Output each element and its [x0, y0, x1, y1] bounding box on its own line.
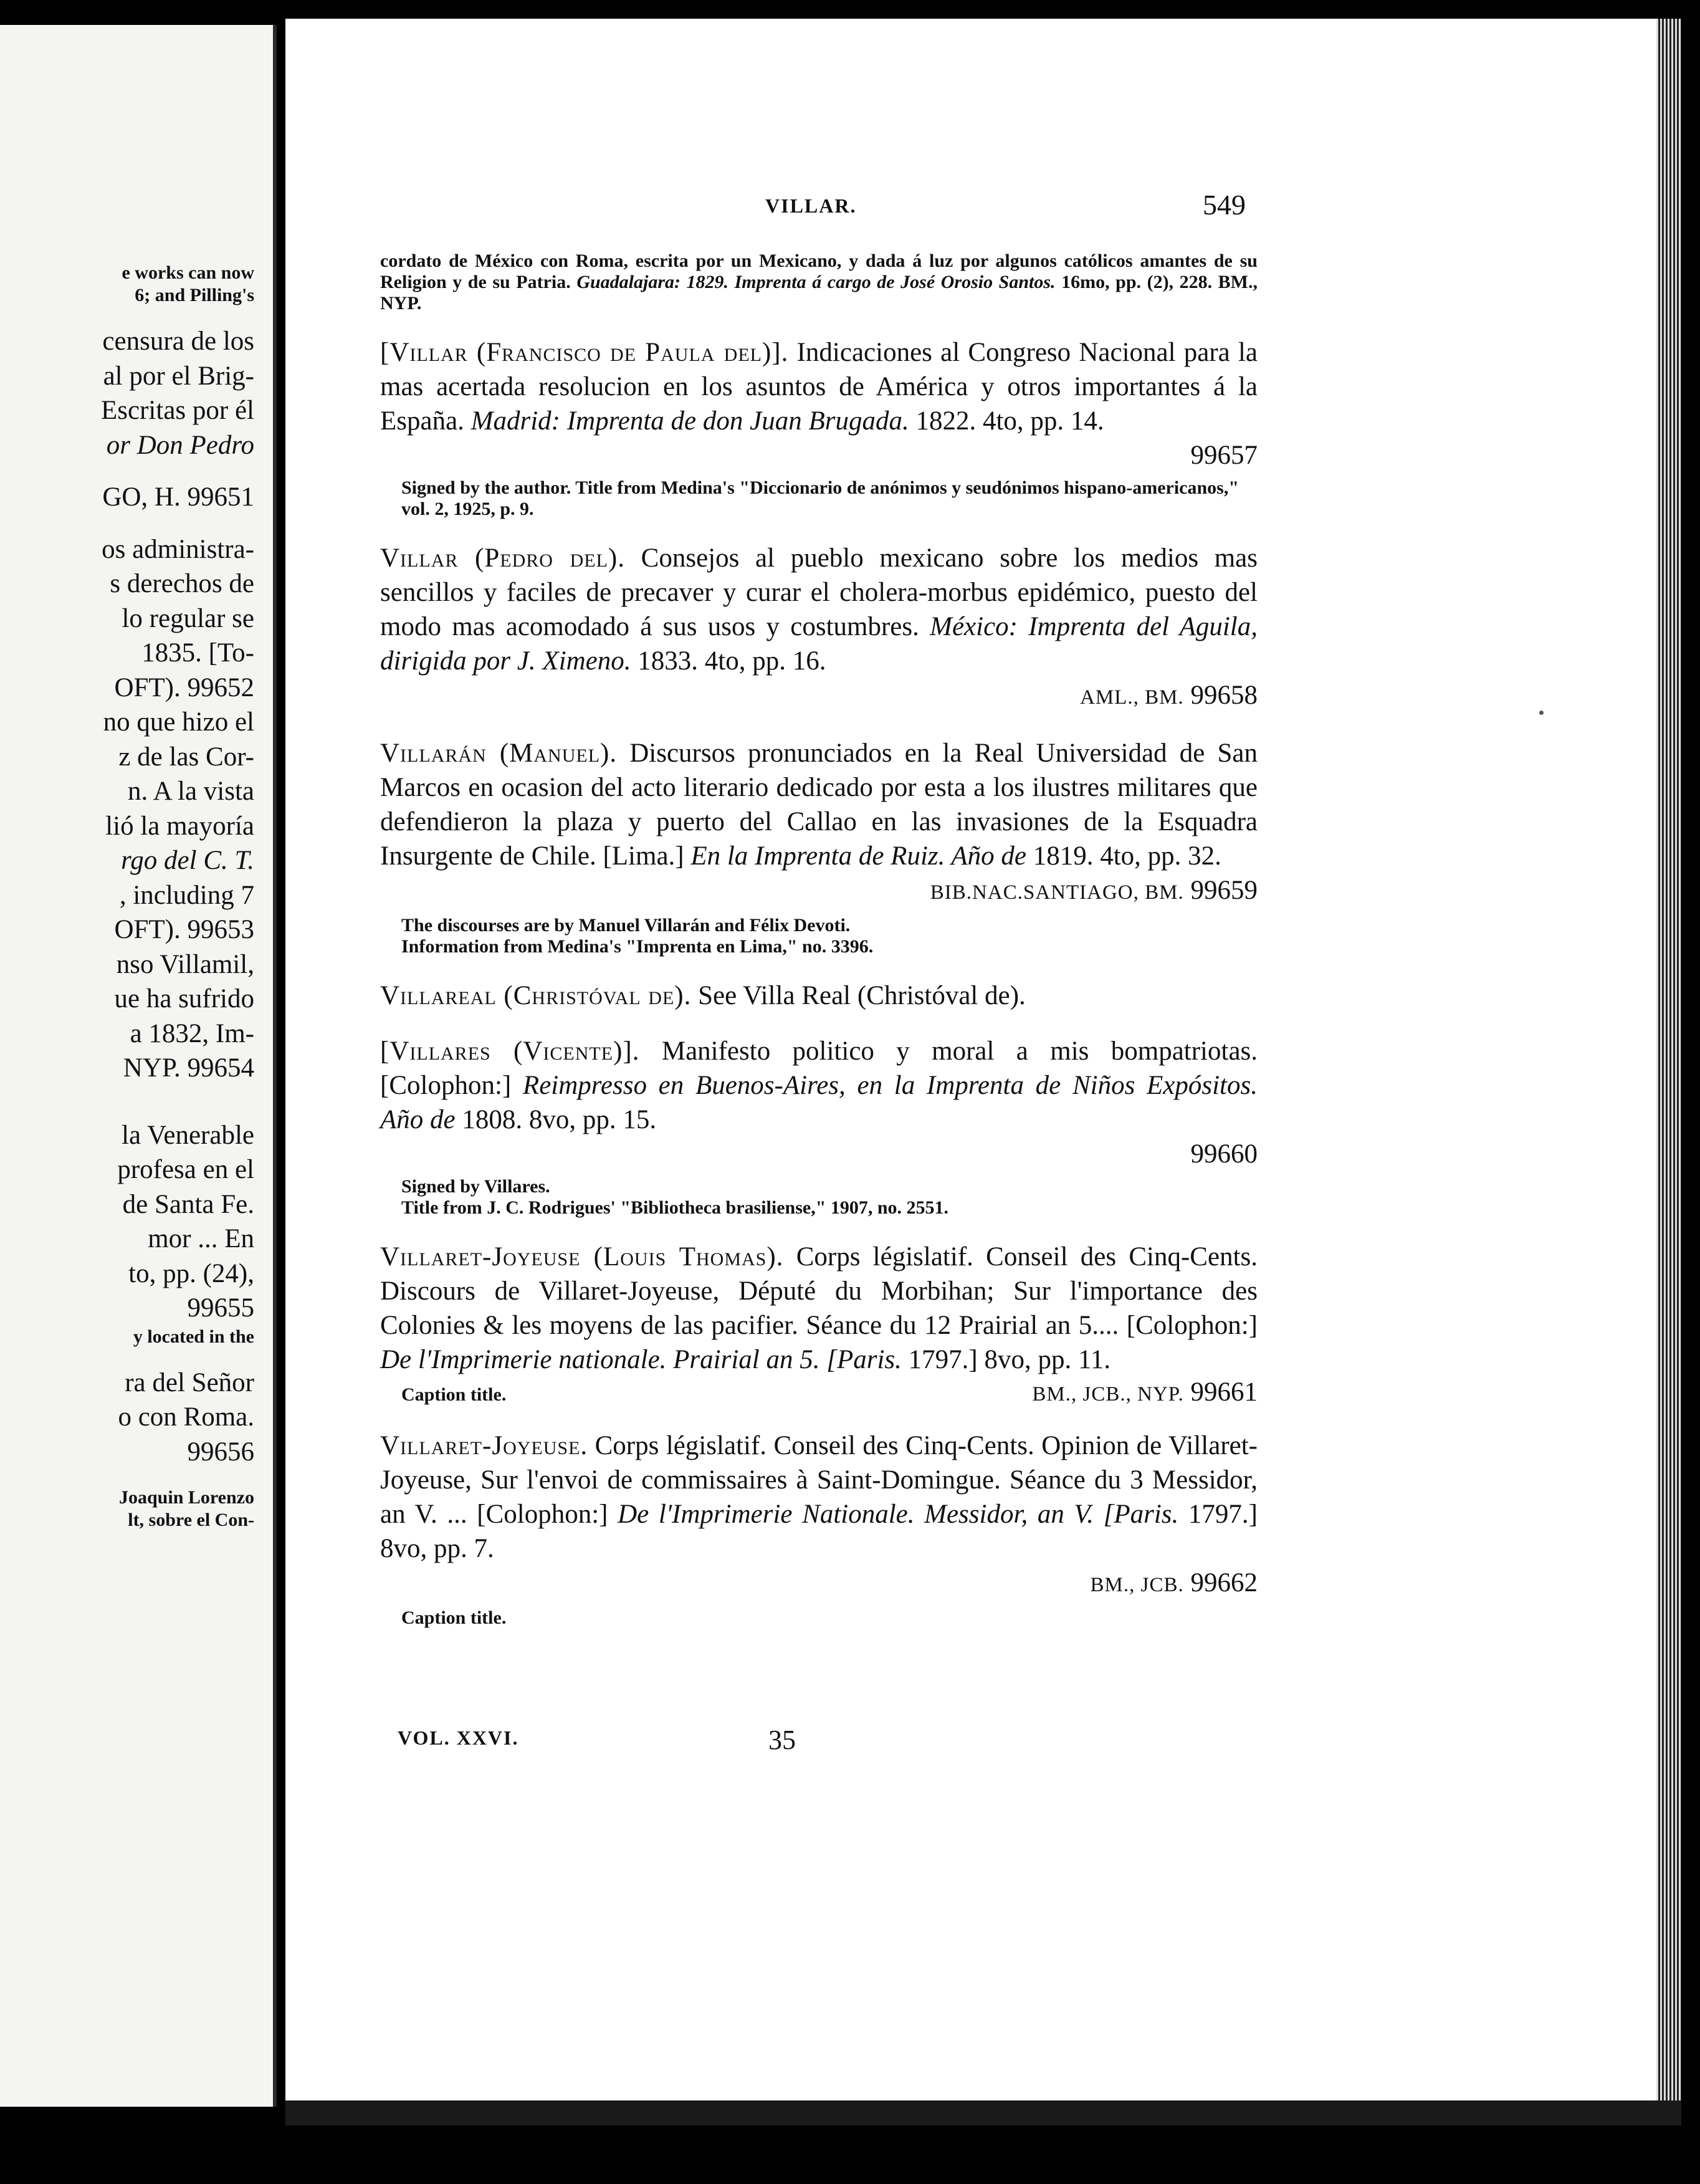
entry-imprint: Madrid: Imprenta de don Juan Brugada.	[470, 406, 909, 436]
facing-line: Escritas por él	[101, 396, 254, 425]
facing-line: s derechos de	[110, 569, 254, 598]
entry-collation: 1797.] 8vo, pp. 11.	[908, 1345, 1111, 1374]
entry-location: AML., BM.	[1080, 686, 1184, 709]
facing-line: a 1832, Im-	[130, 1018, 254, 1048]
facing-line: censura de los	[102, 327, 254, 356]
facing-line: ra del Señor	[125, 1367, 254, 1397]
entry-heading: [Villares (Vicente)].	[380, 1037, 640, 1066]
entry-location: BM., JCB., NYP.	[1032, 1383, 1184, 1406]
facing-line: 1835. [To-	[141, 638, 254, 668]
bibliography-entry	[380, 979, 1258, 1013]
facing-line: mor ... En	[148, 1224, 254, 1253]
entry-title: Consejos al pueblo mexicano sobre los medios mas sencillos y faciles de precaver y curar el cholera-morbus epidémico, puesto del modo mas acomodado á sus usos y costumbres.	[380, 544, 1258, 641]
entry-collation: 1808. 8vo, pp. 15.	[462, 1105, 657, 1134]
entry-note: Signed by Villares.	[401, 1176, 550, 1197]
entry-note: Signed by the author. Title from Medina's "Diccionario de anónimos y seudónimos hispano-americanos," vol. 2, 1925, p. 9.	[401, 477, 1239, 519]
entry-imprint: De l'Imprimerie nationale. Prairial an 5. [Paris.	[380, 1345, 902, 1374]
entry-heading: Villaret-Joyeuse.	[380, 1431, 588, 1460]
running-title: VILLAR.	[765, 194, 857, 217]
entry-heading: Villareal (Christóval de).	[380, 981, 692, 1010]
facing-page-text	[0, 262, 254, 1531]
facing-ref: GO, H. 99651	[102, 482, 254, 512]
entry-collation: 1797.] 8vo, pp. 7.	[380, 1500, 1258, 1563]
facing-note: y located in the	[133, 1326, 254, 1347]
facing-line: NYP. 99654	[123, 1053, 254, 1083]
page-number: 549	[1203, 189, 1246, 221]
entry-number: 99658	[1190, 681, 1258, 710]
entry-title: Corps législatif. Conseil des Cinq-Cents. Opinion de Villaret-Joyeuse, Sur l'envoi de commissaires à Saint-Domingue. Séance du 3 Messidor, an V. ... [Colophon:]	[380, 1431, 1258, 1529]
bibliography-entry	[380, 335, 1258, 472]
continuation-collation: 16mo, pp. (2), 228. BM., NYP.	[380, 272, 1258, 314]
facing-line: or Don Pedro	[106, 430, 254, 460]
facing-line: la Venerable	[122, 1120, 254, 1150]
entry-title: Corps législatif. Conseil des Cinq-Cents. Discours de Villaret-Joyeuse, Député du Morbihan; Sur l'importance des Colonies & les moyens de las pacifier. Séance du 12 Prairial an 5.... [Colophon:]	[380, 1242, 1258, 1340]
facing-note: Joaquin Lorenzo	[119, 1487, 254, 1508]
facing-line: os administra-	[102, 534, 254, 564]
facing-line: ue ha sufrido	[114, 984, 254, 1013]
entry-title: Discursos pronunciados en la Real Universidad de San Marcos en ocasion del acto literario dedicado por esta a los ilustres militares que defendieron la plaza y puerto del Callao en las invasiones de la Esquadra Insurgente de Chile. [Lima.]	[380, 739, 1258, 871]
facing-line: OFT). 99653	[114, 915, 254, 944]
facing-line: nso Villamil,	[116, 949, 254, 979]
continuation-entry	[380, 251, 1258, 314]
entry-collation: 1822. 4to, pp. 14.	[915, 406, 1104, 436]
entry-imprint: Reimpresso en Buenos-Aires, en la Imprenta de Niños Expósitos. Año de	[380, 1071, 1258, 1134]
bibliography-entry	[380, 1034, 1258, 1171]
entry-number: 99659	[1190, 876, 1258, 905]
facing-line: to, pp. (24),	[128, 1258, 254, 1288]
entry-imprint: De l'Imprimerie Nationale. Messidor, an V. [Paris.	[618, 1500, 1179, 1529]
entry-number: 99661	[1190, 1377, 1258, 1407]
entry-heading: [Villar (Francisco de Paula del)].	[380, 338, 789, 367]
volume-label: VOL. XXVI.	[398, 1727, 519, 1749]
facing-note: lt, sobre el Con-	[128, 1510, 254, 1530]
entry-imprint: En la Imprenta de Ruiz. Año de	[690, 841, 1026, 871]
entry-collation: 1833. 4to, pp. 16.	[638, 646, 826, 676]
entry-caption: Caption title.	[401, 1384, 507, 1405]
facing-line: rgo del C. T.	[121, 846, 254, 875]
entry-number: 99662	[1190, 1568, 1258, 1597]
page-shadow	[285, 2100, 1681, 2125]
facing-line: al por el Brig-	[103, 361, 254, 391]
entry-location: BIB.NAC.SANTIAGO, BM.	[930, 881, 1184, 904]
entry-note: Information from Medina's "Imprenta en Lima," no. 3396.	[401, 936, 874, 957]
facing-line: e works can now	[122, 262, 254, 283]
entry-note: Title from J. C. Rodrigues' "Bibliotheca brasiliense," 1907, no. 2551.	[401, 1197, 949, 1218]
entry-heading: Villaret-Joyeuse (Louis Thomas).	[380, 1242, 784, 1272]
entry-title: See Villa Real (Christóval de).	[698, 981, 1026, 1010]
entry-caption: Caption title.	[401, 1607, 507, 1628]
facing-line: o con Roma.	[118, 1402, 254, 1432]
entry-collation: 1819. 4to, pp. 32.	[1033, 841, 1221, 871]
entry-heading: Villar (Pedro del).	[380, 544, 625, 573]
entry-title: Manifesto politico y moral a mis bompatriotas. [Colophon:]	[380, 1037, 1258, 1100]
entry-number: 99660	[1190, 1139, 1258, 1169]
entry-title: Indicaciones al Congreso Nacional para la mas acertada resolucion en los asuntos de América y otros importantes á la España.	[380, 338, 1258, 436]
entry-heading: Villarán (Manuel).	[380, 739, 618, 768]
facing-line: z de las Cor-	[118, 742, 254, 772]
entry-note: The discourses are by Manuel Villarán and Félix Devoti.	[401, 915, 851, 936]
facing-line: lió la mayoría	[105, 811, 254, 841]
entry-imprint: México: Imprenta del Aguila, dirigida por J. Ximeno.	[380, 612, 1258, 676]
facing-line: n. A la vista	[127, 777, 254, 806]
bibliography-entry	[380, 541, 1258, 715]
ink-speck	[1539, 711, 1544, 715]
continuation-imprint: Guadalajara: 1829. Imprenta á cargo de José Orosio Santos.	[576, 272, 1056, 292]
signature-mark: 35	[768, 1725, 796, 1755]
entry-location: BM., JCB.	[1090, 1574, 1184, 1596]
facing-line: de Santa Fe.	[122, 1189, 254, 1219]
facing-line: 6; and Pilling's	[135, 285, 254, 305]
facing-line: lo regular se	[122, 603, 254, 633]
facing-line: 99656	[187, 1437, 254, 1467]
facing-page	[0, 25, 277, 2107]
bibliography-entry	[380, 1429, 1258, 1602]
main-page	[285, 19, 1656, 2107]
facing-line: profesa en el	[117, 1155, 254, 1184]
page-body	[380, 251, 1258, 1629]
entry-number: 99657	[1190, 441, 1258, 470]
bibliography-entry	[380, 1240, 1258, 1377]
facing-line: , including 7	[119, 880, 254, 910]
facing-line: no que hizo el	[103, 707, 254, 737]
facing-line: 99655	[187, 1293, 254, 1323]
facing-line: OFT). 99652	[114, 673, 254, 702]
bibliography-entry	[380, 736, 1258, 910]
continuation-text: cordato de México con Roma, escrita por un Mexicano, y dada á luz por algunos católicos amantes de su Religion y de su Patria.	[380, 251, 1258, 292]
page-edge	[1656, 19, 1681, 2107]
